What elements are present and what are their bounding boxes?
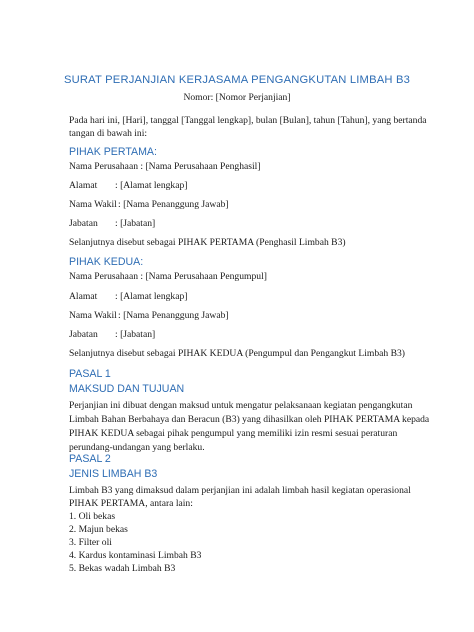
pasal-1-line-3: PIHAK KEDUA sebagai pihak pengumpul yang memiliki izin resmi sesuai peraturan <box>69 428 398 439</box>
pasal-1-title: MAKSUD DAN TUJUAN <box>69 383 185 395</box>
position-label: Jabatan <box>69 329 98 340</box>
position-label: Jabatan <box>69 218 98 229</box>
pasal-1-line-4: perundang-undangan yang berlaku. <box>69 442 205 453</box>
list-item: 2. Majun bekas <box>69 524 128 535</box>
address-value: : [Alamat lengkap] <box>115 180 188 191</box>
list-item: 1. Oli bekas <box>69 511 116 522</box>
position-value: : [Jabatan] <box>115 218 156 229</box>
pihak-kedua-representative <box>69 309 229 322</box>
pasal-2-line-1: Limbah B3 yang dimaksud dalam perjanjian ini adalah limbah hasil kegiatan operasional <box>69 485 411 496</box>
pasal-1-number: PASAL 1 <box>69 368 111 380</box>
representative-value: : [Nama Penanggung Jawab] <box>118 310 229 321</box>
pihak-pertama-representative <box>69 198 229 211</box>
address-label: Alamat <box>69 180 98 191</box>
pihak-pertama-heading: PIHAK PERTAMA: <box>69 146 157 158</box>
pihak-kedua-closing: Selanjutnya disebut sebagai PIHAK KEDUA (Pengumpul dan Pengangkut Limbah B3) <box>69 348 406 359</box>
pasal-1-line-2: Limbah Bahan Berbahaya dan Beracun (B3) yang dihasilkan oleh PIHAK PERTAMA kepada <box>69 414 430 425</box>
address-label: Alamat <box>69 291 98 302</box>
pihak-kedua-address <box>69 290 187 303</box>
pihak-pertama-company: Nama Perusahaan : [Nama Perusahaan Penghasil] <box>69 161 261 172</box>
pasal-2-title: JENIS LIMBAH B3 <box>69 468 158 480</box>
pasal-2-line-2: PIHAK PERTAMA, antara lain: <box>69 498 193 509</box>
document-number: Nomor: [Nomor Perjanjian] <box>183 92 291 103</box>
representative-label: Nama Wakil <box>69 199 117 210</box>
pihak-kedua-heading: PIHAK KEDUA: <box>69 256 144 268</box>
pasal-2-number: PASAL 2 <box>69 453 111 465</box>
pihak-pertama-address <box>69 179 187 192</box>
document-title: SURAT PERJANJIAN KERJASAMA PENGANGKUTAN LIMBAH B3 <box>63 74 411 86</box>
pihak-kedua-company: Nama Perusahaan : [Nama Perusahaan Pengumpul] <box>69 271 267 282</box>
intro-line-2: tangan di bawah ini: <box>69 128 148 139</box>
intro-line-1: Pada hari ini, [Hari], tanggal [Tanggal lengkap], bulan [Bulan], tahun [Tahun], yang bertanda <box>69 115 427 126</box>
representative-value: : [Nama Penanggung Jawab] <box>118 199 229 210</box>
list-item: 4. Kardus kontaminasi Limbah B3 <box>69 550 202 561</box>
position-value: : [Jabatan] <box>115 329 156 340</box>
pasal-1-line-1: Perjanjian ini dibuat dengan maksud untuk mengatur pelaksanaan kegiatan pengangkutan <box>69 400 413 411</box>
pihak-kedua-position <box>69 328 155 341</box>
pihak-pertama-closing: Selanjutnya disebut sebagai PIHAK PERTAMA (Penghasil Limbah B3) <box>69 237 346 248</box>
pihak-pertama-position <box>69 217 155 230</box>
list-item: 3. Filter oli <box>69 537 112 548</box>
list-item: 5. Bekas wadah Limbah B3 <box>69 563 176 574</box>
representative-label: Nama Wakil <box>69 310 117 321</box>
address-value: : [Alamat lengkap] <box>115 291 188 302</box>
